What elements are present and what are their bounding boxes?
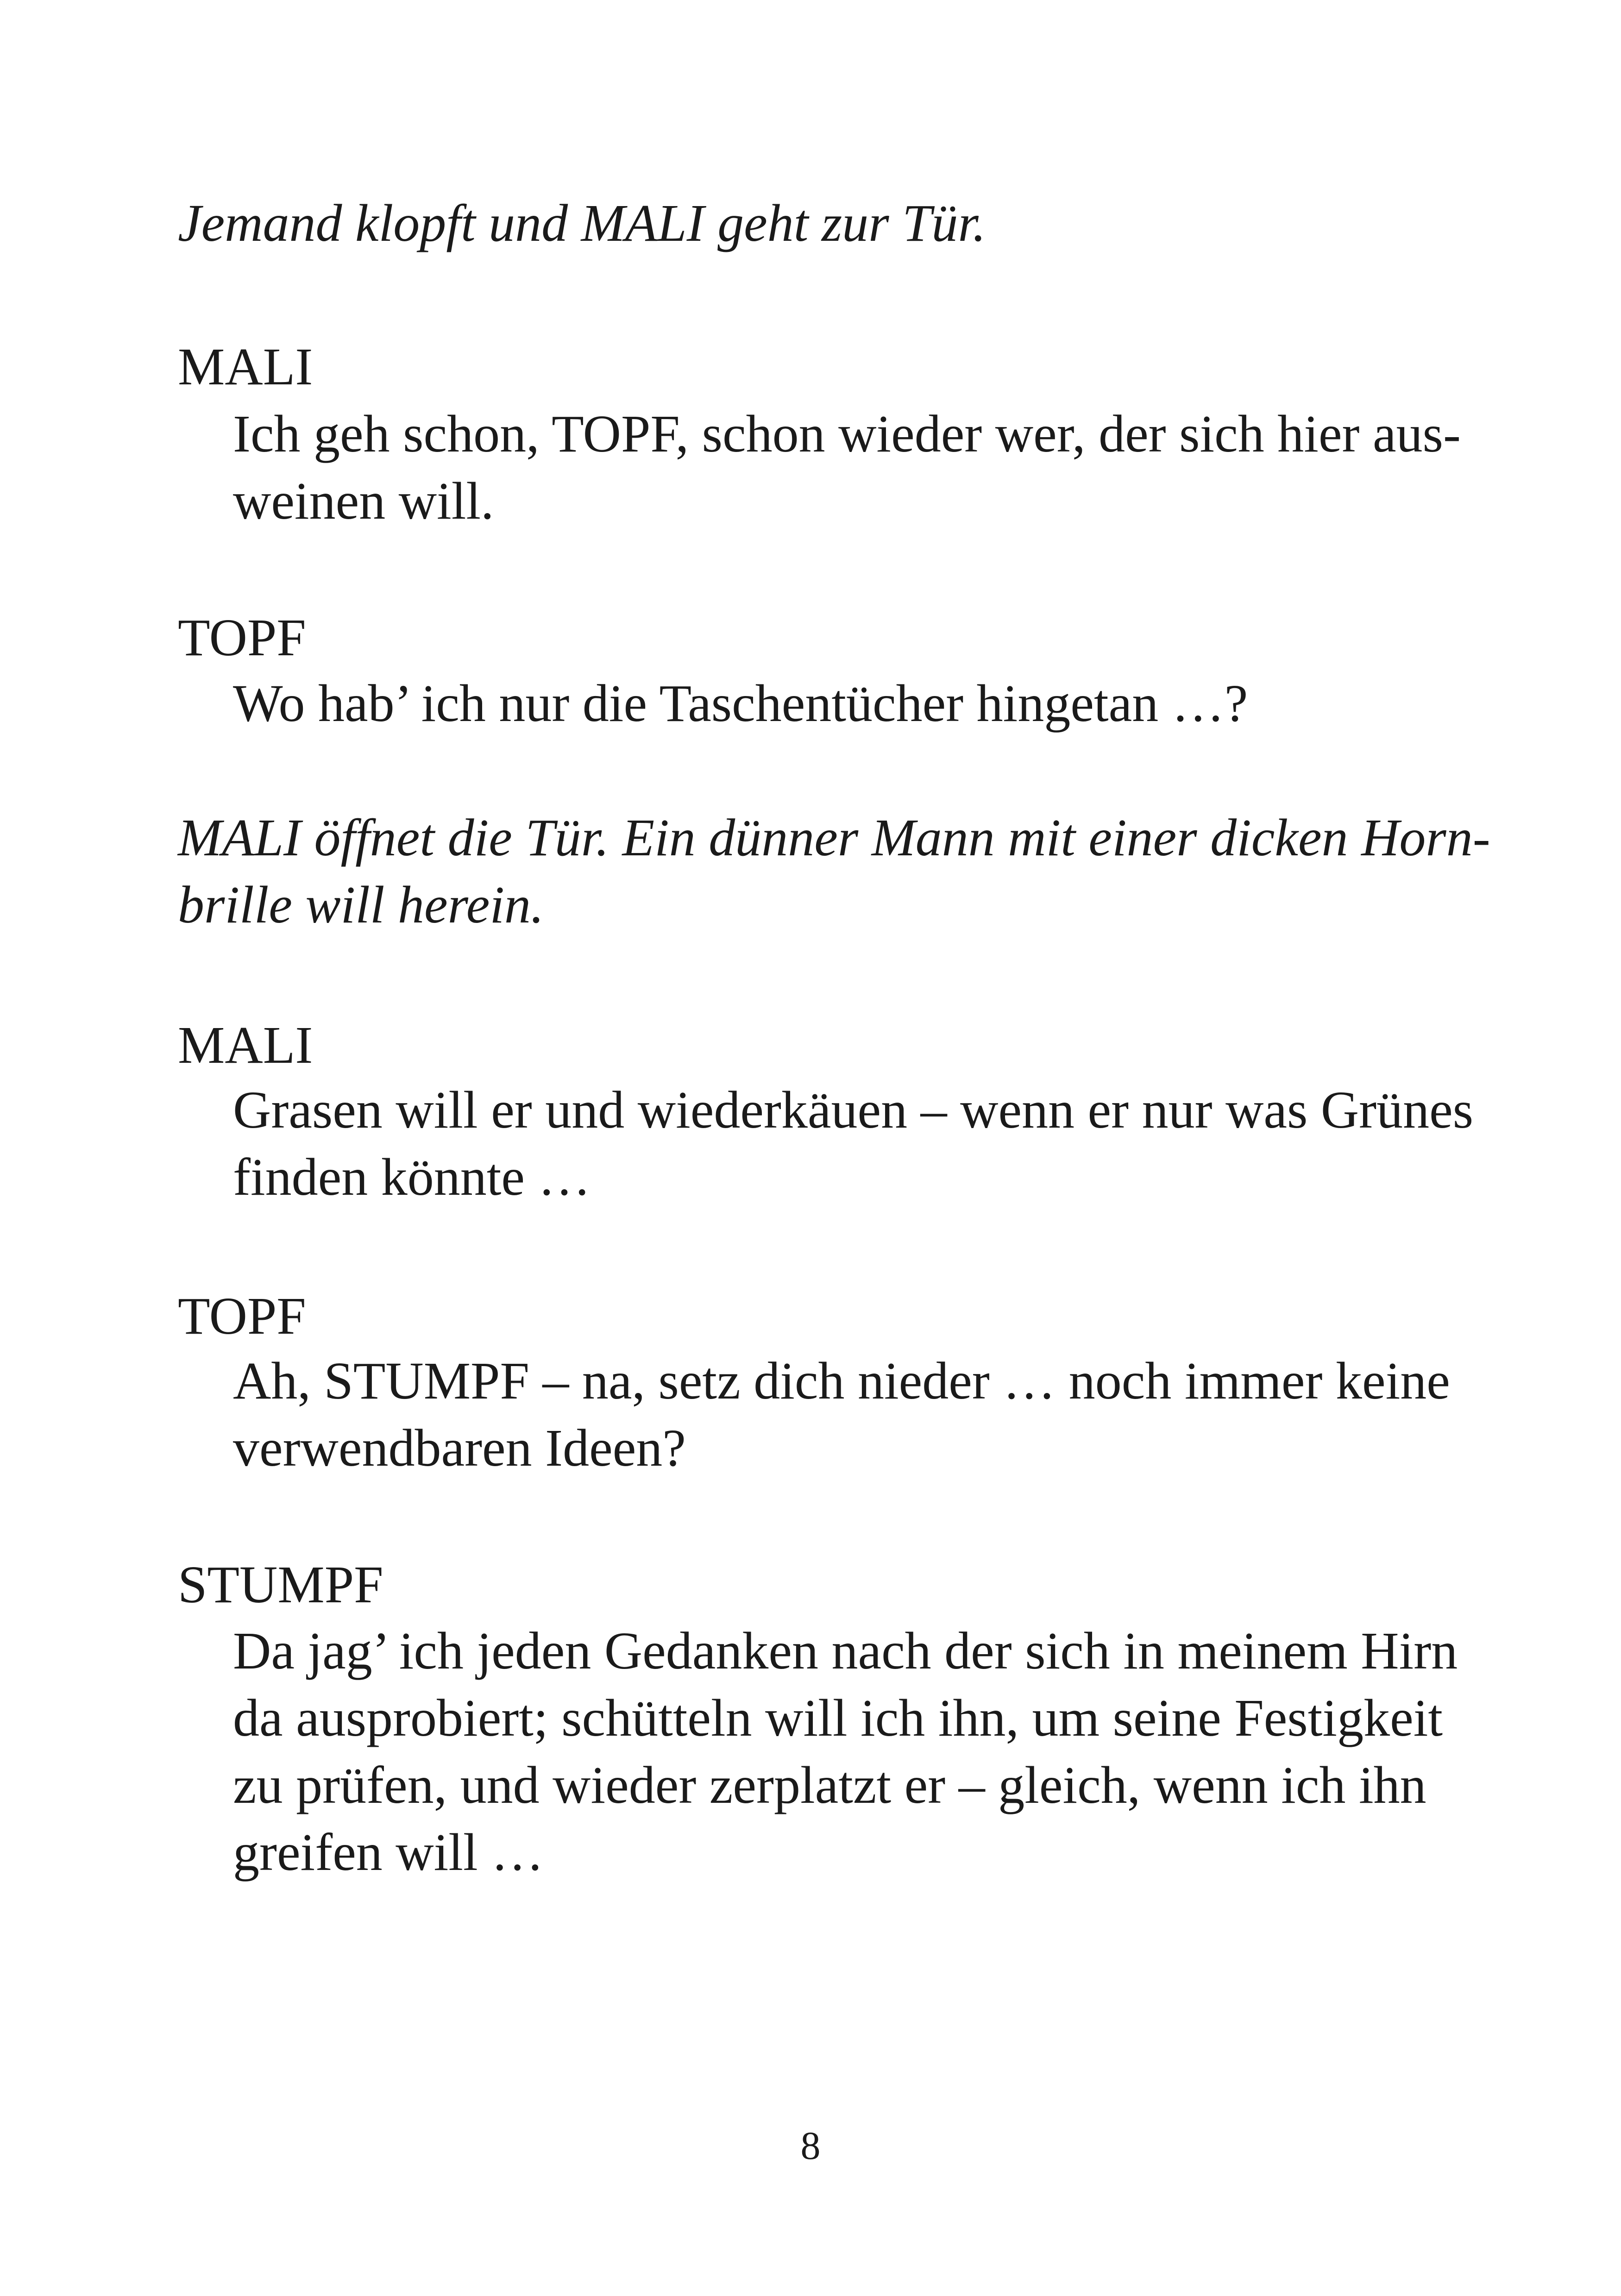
dialogue-line: Ah, STUMPF – na, setz dich nieder … noch immer keine <box>233 1351 1450 1410</box>
dialogue-line: Da jag’ ich jeden Gedanken nach der sich in meinem Hirn <box>233 1621 1458 1680</box>
speaker-name: TOPF <box>178 608 306 667</box>
dialogue-line: verwendbaren Ideen? <box>233 1418 686 1477</box>
dialogue-line: zu prüfen, und wieder zerplatzt er – gleich, wenn ich ihn <box>233 1756 1426 1814</box>
dialogue-line: finden könnte … <box>233 1148 591 1206</box>
speaker-name: MALI <box>178 1016 313 1074</box>
dialogue-line: Wo hab’ ich nur die Taschentücher hingetan …? <box>233 674 1248 733</box>
stage-direction: brille will herein. <box>178 875 544 934</box>
speaker-name: TOPF <box>178 1286 306 1345</box>
dialogue-line: Grasen will er und wiederkäuen – wenn er nur was Grünes <box>233 1080 1474 1139</box>
stage-direction: MALI öffnet die Tür. Ein dünner Mann mit einer dicken Horn- <box>178 808 1490 867</box>
dialogue-line: Ich geh schon, TOPF, schon wieder wer, der sich hier aus- <box>233 404 1461 463</box>
dialogue-line: greifen will … <box>233 1823 544 1882</box>
dialogue-line: weinen will. <box>233 471 494 530</box>
speaker-name: MALI <box>178 337 313 396</box>
page-number: 8 <box>800 2123 821 2168</box>
speaker-name: STUMPF <box>178 1555 383 1614</box>
stage-direction: Jemand klopft und MALI geht zur Tür. <box>178 194 986 252</box>
dialogue-line: da ausprobiert; schütteln will ich ihn, um seine Festigkeit <box>233 1688 1443 1747</box>
